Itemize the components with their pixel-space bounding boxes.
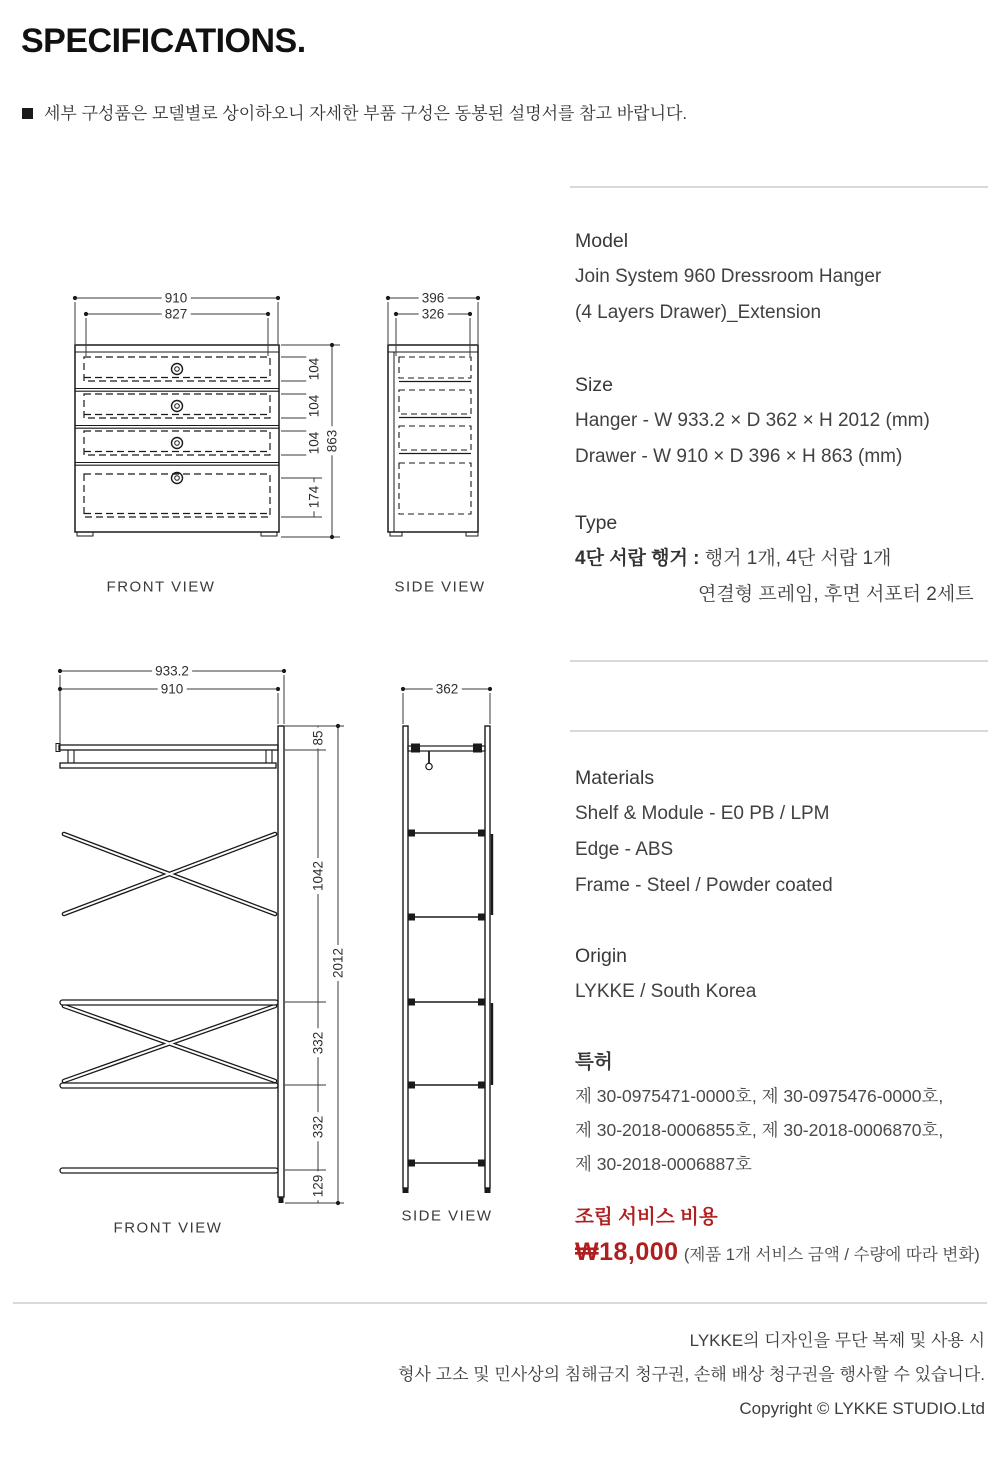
- drawer-side-view-label: SIDE VIEW: [394, 578, 486, 596]
- dim-drawer-front-seg3: 104: [306, 429, 322, 458]
- footer: [398, 1324, 985, 1426]
- origin-heading: Origin: [575, 945, 628, 967]
- drawer-front-view-dimensions: [73, 296, 340, 539]
- assembly-service-price-row: [575, 1234, 990, 1273]
- footer-copyright: Copyright © LYKKE STUDIO.Ltd: [739, 1399, 985, 1418]
- footer-line-2: 형사 고소 및 민사상의 침해금지 청구권, 손해 배상 청구권을 행사할 수 있습니다.: [398, 1365, 985, 1384]
- dim-drawer-front-seg4: 174: [306, 483, 322, 512]
- dim-hanger-front-seg3: 332: [310, 1029, 326, 1058]
- type-heading: Type: [575, 512, 618, 534]
- assembly-service-section: [575, 1200, 990, 1273]
- patent-line-1: 제 30-0975471-0000호, 제 30-0975476-0000호,: [575, 1086, 944, 1106]
- patent-line-3: 제 30-2018-0006887호: [575, 1154, 752, 1174]
- assembly-service-price: ₩18,000: [575, 1238, 679, 1266]
- type-line-1: [575, 541, 990, 577]
- materials-line-3: Frame - Steel / Powder coated: [575, 875, 833, 896]
- materials-line-2: Edge - ABS: [575, 839, 674, 860]
- type-line-2: 연결형 프레임, 후면 서포터 2세트: [698, 584, 974, 605]
- dim-drawer-front-width-outer: 910: [162, 290, 191, 306]
- dim-hanger-front-width-inner: 910: [158, 681, 187, 697]
- dim-hanger-front-seg1: 85: [310, 727, 326, 748]
- hanger-side-view-label: SIDE VIEW: [401, 1207, 493, 1225]
- drawer-front-view-label: FRONT VIEW: [106, 578, 216, 596]
- dim-hanger-front-seg2: 1042: [310, 858, 326, 894]
- type-contents: 행거 1개, 4단 서랍 1개: [704, 548, 892, 569]
- model-line-1: Join System 960 Dressroom Hanger: [575, 266, 882, 287]
- patent-heading: 특허: [575, 1051, 613, 1073]
- assembly-service-price-note: (제품 1개 서비스 금액 / 수량에 따라 변화): [683, 1246, 980, 1264]
- hanger-side-view-drawing: [403, 726, 493, 1193]
- size-section: [575, 367, 990, 475]
- dim-hanger-side-width-outer: 362: [433, 681, 462, 697]
- type-name: 4단 서랍 행거 :: [575, 548, 700, 569]
- dim-drawer-front-seg2: 104: [306, 392, 322, 421]
- drawer-side-view-drawing: [388, 345, 478, 536]
- model-line-2: (4 Layers Drawer)_Extension: [575, 302, 822, 323]
- page-title: SPECIFICATIONS.: [21, 22, 306, 60]
- origin-line-1: LYKKE / South Korea: [575, 981, 757, 1002]
- size-line-hanger: Hanger - W 933.2 × D 362 × H 2012 (mm): [575, 410, 930, 431]
- origin-section: [575, 938, 990, 1010]
- type-section: [575, 505, 990, 613]
- patent-line-2: 제 30-2018-0006855호, 제 30-2018-0006870호,: [575, 1120, 944, 1140]
- hanger-front-view-drawing: [56, 726, 284, 1203]
- dim-drawer-side-width-inner: 326: [419, 306, 448, 322]
- size-heading: Size: [575, 374, 613, 396]
- dim-hanger-front-height-total: 2012: [330, 945, 346, 981]
- divider-mid-right-1: [570, 660, 988, 662]
- divider-footer: [13, 1302, 987, 1304]
- divider-top-right: [570, 186, 988, 188]
- dim-hanger-front-seg5: 129: [310, 1172, 326, 1201]
- footer-line-1: LYKKE의 디자인을 무단 복제 및 사용 시: [689, 1331, 985, 1350]
- dim-hanger-front-width-outer: 933.2: [152, 663, 192, 679]
- dim-drawer-front-height-total: 863: [324, 427, 340, 456]
- size-line-drawer: Drawer - W 910 × D 396 × H 863 (mm): [575, 446, 903, 467]
- dim-drawer-front-width-inner: 827: [162, 306, 191, 322]
- model-section: [575, 223, 990, 331]
- dim-drawer-side-width-outer: 396: [419, 290, 448, 306]
- materials-section: [575, 760, 990, 904]
- materials-heading: Materials: [575, 767, 655, 789]
- materials-line-1: Shelf & Module - E0 PB / LPM: [575, 803, 830, 824]
- dim-hanger-front-seg4: 332: [310, 1113, 326, 1142]
- dim-drawer-front-seg1: 104: [306, 355, 322, 384]
- assembly-service-heading: 조립 서비스 비용: [575, 1206, 718, 1228]
- drawer-front-view-drawing: [75, 345, 279, 536]
- square-bullet-icon: [22, 108, 33, 119]
- divider-mid-right-2: [570, 730, 988, 732]
- model-heading: Model: [575, 230, 629, 252]
- note-text: 세부 구성품은 모델별로 상이하오니 자세한 부품 구성은 동봉된 설명서를 참고 바랍니다.: [44, 104, 688, 123]
- hanger-front-view-label: FRONT VIEW: [113, 1219, 223, 1237]
- hanger-front-view-dimensions: [58, 669, 344, 1205]
- patent-section: [575, 1045, 990, 1181]
- note: [22, 103, 687, 125]
